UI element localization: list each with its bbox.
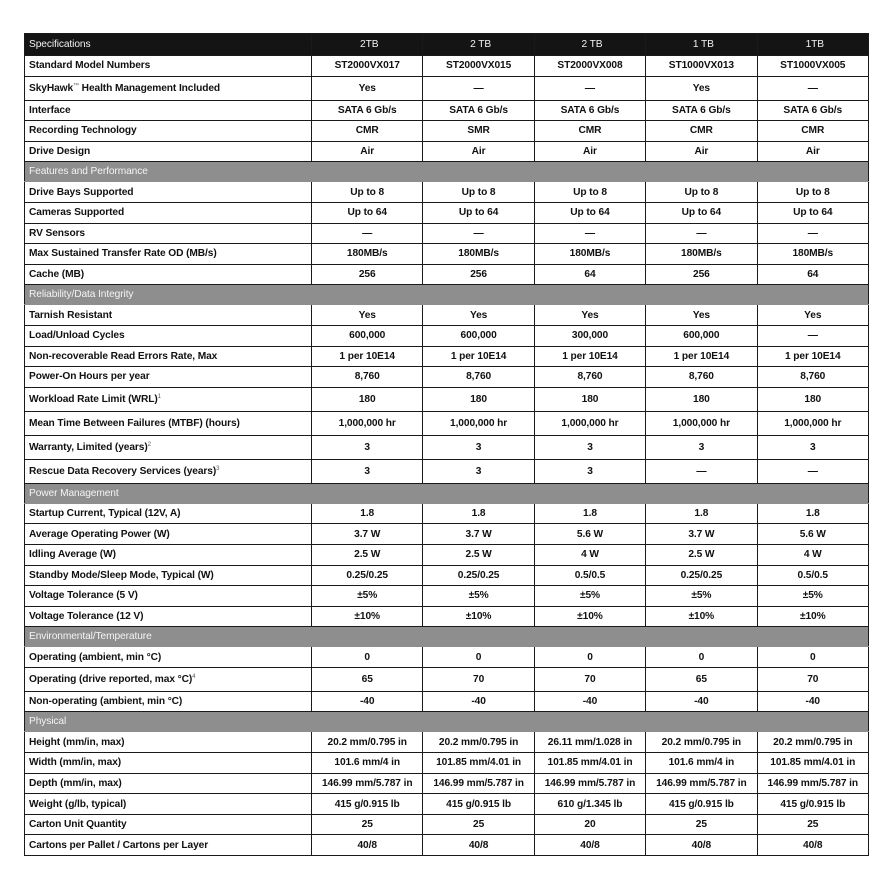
table-cell: — — [423, 223, 534, 244]
row-label-text: Idling Average (W) — [29, 549, 116, 561]
row-label-text: SkyHawk — [29, 82, 74, 94]
table-cell: Yes — [534, 305, 645, 326]
table-cell: 8,760 — [757, 367, 868, 388]
table-row-transfer — [25, 244, 869, 265]
table-cell: — — [646, 459, 757, 483]
table-row-height — [25, 732, 869, 753]
row-label — [25, 647, 312, 668]
row-label — [25, 586, 312, 607]
table-cell: ±5% — [534, 586, 645, 607]
table-cell: Up to 8 — [757, 182, 868, 203]
table-cell: ±10% — [423, 606, 534, 627]
table-cell: ST2000VX017 — [312, 56, 423, 77]
row-label-text: Workload Rate Limit (WRL) — [29, 393, 158, 405]
table-cell: 1,000,000 hr — [646, 411, 757, 435]
table-row-weight — [25, 794, 869, 815]
row-label-text: Cache (MB) — [29, 269, 85, 281]
table-cell: 26.11 mm/1.028 in — [534, 732, 645, 753]
table-cell: 0.25/0.25 — [646, 565, 757, 586]
row-label — [25, 411, 312, 435]
table-cell: 1,000,000 hr — [757, 411, 868, 435]
table-row-mtbf — [25, 411, 869, 435]
table-row-rv — [25, 223, 869, 244]
section-row-power — [25, 483, 869, 503]
table-cell: 101.85 mm/4.01 in — [423, 753, 534, 774]
table-cell: 180MB/s — [312, 244, 423, 265]
table-cell: 4 W — [534, 544, 645, 565]
table-cell: Up to 8 — [534, 182, 645, 203]
table-cell: 0.25/0.25 — [423, 565, 534, 586]
table-row-poh — [25, 367, 869, 388]
header-col: 2 TB — [534, 34, 645, 56]
table-cell: — — [757, 459, 868, 483]
row-label-text: Mean Time Between Failures (MTBF) (hours) — [29, 417, 240, 429]
table-cell: — — [646, 223, 757, 244]
table-cell: 1 per 10E14 — [757, 346, 868, 367]
table-cell: 180 — [312, 387, 423, 411]
table-cell: 180MB/s — [534, 244, 645, 265]
table-cell: 3 — [534, 459, 645, 483]
table-cell: Up to 8 — [312, 182, 423, 203]
table-row-idle — [25, 544, 869, 565]
table-cell: ±10% — [312, 606, 423, 627]
table-cell: Up to 8 — [646, 182, 757, 203]
table-row-model — [25, 56, 869, 77]
footnote-mark: 2 — [147, 441, 151, 448]
row-label-text: Carton Unit Quantity — [29, 819, 127, 831]
table-cell: 20.2 mm/0.795 in — [757, 732, 868, 753]
table-cell: 101.85 mm/4.01 in — [757, 753, 868, 774]
table-cell: 1.8 — [646, 503, 757, 524]
table-cell: 25 — [757, 814, 868, 835]
table-cell: SATA 6 Gb/s — [423, 100, 534, 121]
row-label-text: Standard Model Numbers — [29, 60, 151, 72]
table-cell: -40 — [646, 691, 757, 712]
section-heading: Reliability/Data Integrity — [25, 285, 869, 305]
row-label-text: Drive Design — [29, 146, 91, 158]
table-cell: 146.99 mm/5.787 in — [757, 773, 868, 794]
table-cell: 70 — [757, 667, 868, 691]
row-label-text: Startup Current, Typical (12V, A) — [29, 508, 181, 520]
row-label — [25, 387, 312, 411]
table-cell: 1 per 10E14 — [312, 346, 423, 367]
table-cell: Air — [534, 141, 645, 162]
table-cell: 415 g/0.915 lb — [757, 794, 868, 815]
table-cell: Air — [423, 141, 534, 162]
table-cell: Up to 8 — [423, 182, 534, 203]
table-cell: 40/8 — [646, 835, 757, 856]
row-label — [25, 667, 312, 691]
table-cell: 8,760 — [423, 367, 534, 388]
table-cell: 2.5 W — [423, 544, 534, 565]
table-cell: 180MB/s — [423, 244, 534, 265]
table-cell: CMR — [534, 121, 645, 142]
table-cell: 1 per 10E14 — [646, 346, 757, 367]
table-cell: 40/8 — [423, 835, 534, 856]
row-label — [25, 202, 312, 223]
row-label — [25, 264, 312, 285]
table-cell: 3 — [646, 435, 757, 459]
table-cell: — — [312, 223, 423, 244]
table-cell: ±5% — [423, 586, 534, 607]
row-label-text: Cameras Supported — [29, 207, 125, 219]
table-cell: SATA 6 Gb/s — [534, 100, 645, 121]
table-cell: 4 W — [757, 544, 868, 565]
table-cell: Up to 64 — [312, 202, 423, 223]
table-cell: 3 — [423, 435, 534, 459]
table-cell: ST2000VX015 — [423, 56, 534, 77]
row-label — [25, 325, 312, 346]
table-cell: 1.8 — [534, 503, 645, 524]
table-cell: 20.2 mm/0.795 in — [312, 732, 423, 753]
row-label-text: Drive Bays Supported — [29, 186, 134, 198]
table-cell: 0.5/0.5 — [757, 565, 868, 586]
row-label — [25, 773, 312, 794]
table-cell: 1.8 — [312, 503, 423, 524]
table-cell: Yes — [312, 305, 423, 326]
section-row-reliability — [25, 285, 869, 305]
row-label — [25, 223, 312, 244]
row-label — [25, 141, 312, 162]
row-label-text: Rescue Data Recovery Services (years) — [29, 465, 217, 477]
row-label-text: Non-operating (ambient, min °C) — [29, 696, 183, 708]
table-row-warranty — [25, 435, 869, 459]
row-label-text: Operating (ambient, min °C) — [29, 651, 162, 663]
row-label — [25, 76, 312, 100]
table-cell: 0.25/0.25 — [312, 565, 423, 586]
table-cell: 70 — [423, 667, 534, 691]
table-row-interface — [25, 100, 869, 121]
table-cell: 8,760 — [312, 367, 423, 388]
table-cell: 415 g/0.915 lb — [646, 794, 757, 815]
table-cell: 1.8 — [423, 503, 534, 524]
table-row-rescue — [25, 459, 869, 483]
row-label — [25, 100, 312, 121]
table-cell: 25 — [312, 814, 423, 835]
table-cell: 65 — [646, 667, 757, 691]
header-row — [25, 34, 869, 56]
table-cell: SMR — [423, 121, 534, 142]
section-heading: Physical — [25, 712, 869, 732]
table-cell: 3 — [534, 435, 645, 459]
row-label — [25, 753, 312, 774]
table-cell: 5.6 W — [757, 524, 868, 545]
table-row-avgpower — [25, 524, 869, 545]
table-cell: 0.5/0.5 — [534, 565, 645, 586]
table-cell: Air — [646, 141, 757, 162]
table-cell: — — [534, 223, 645, 244]
table-cell: 25 — [646, 814, 757, 835]
table-cell: CMR — [646, 121, 757, 142]
table-cell: ST2000VX008 — [534, 56, 645, 77]
table-cell: Up to 64 — [646, 202, 757, 223]
row-label-text: RV Sensors — [29, 227, 86, 239]
table-cell: 180 — [423, 387, 534, 411]
row-label-text: Tarnish Resistant — [29, 309, 113, 321]
section-heading: Environmental/Temperature — [25, 627, 869, 647]
header-col: 2TB — [312, 34, 423, 56]
row-label — [25, 835, 312, 856]
header-label: Specifications — [25, 34, 312, 56]
table-cell: 3 — [312, 459, 423, 483]
table-cell: 3.7 W — [423, 524, 534, 545]
table-row-startup — [25, 503, 869, 524]
row-label — [25, 367, 312, 388]
spec-table — [24, 33, 869, 856]
table-cell: 146.99 mm/5.787 in — [312, 773, 423, 794]
table-cell: 64 — [534, 264, 645, 285]
table-cell: -40 — [312, 691, 423, 712]
section-row-env — [25, 627, 869, 647]
table-cell: SATA 6 Gb/s — [757, 100, 868, 121]
table-cell: 1,000,000 hr — [312, 411, 423, 435]
row-label — [25, 606, 312, 627]
section-heading: Features and Performance — [25, 162, 869, 182]
table-cell: — — [423, 76, 534, 100]
table-row-bays — [25, 182, 869, 203]
table-cell: 600,000 — [312, 325, 423, 346]
table-cell: ±5% — [312, 586, 423, 607]
table-cell: -40 — [757, 691, 868, 712]
table-cell: ±10% — [757, 606, 868, 627]
row-label-text: Width (mm/in, max) — [29, 757, 122, 769]
table-row-design — [25, 141, 869, 162]
row-label — [25, 794, 312, 815]
table-cell: SATA 6 Gb/s — [312, 100, 423, 121]
table-row-v12 — [25, 606, 869, 627]
table-cell: ±5% — [646, 586, 757, 607]
table-cell: — — [757, 223, 868, 244]
row-label — [25, 346, 312, 367]
table-cell: Yes — [646, 76, 757, 100]
table-row-depth — [25, 773, 869, 794]
row-label-text: Recording Technology — [29, 125, 137, 137]
footnote-mark: 1 — [157, 393, 161, 400]
table-cell: 180MB/s — [646, 244, 757, 265]
table-cell: 0 — [646, 647, 757, 668]
table-cell: 3 — [423, 459, 534, 483]
table-cell: Yes — [423, 305, 534, 326]
table-row-op_min — [25, 647, 869, 668]
table-cell: 20 — [534, 814, 645, 835]
row-label-text: Power-On Hours per year — [29, 371, 150, 383]
table-row-load — [25, 325, 869, 346]
table-cell: — — [757, 325, 868, 346]
table-cell: CMR — [757, 121, 868, 142]
table-cell: 40/8 — [534, 835, 645, 856]
table-cell: Yes — [646, 305, 757, 326]
table-row-cameras — [25, 202, 869, 223]
table-cell: ST1000VX013 — [646, 56, 757, 77]
section-row-features — [25, 162, 869, 182]
row-label-text: Standby Mode/Sleep Mode, Typical (W) — [29, 569, 214, 581]
row-label — [25, 524, 312, 545]
row-label — [25, 544, 312, 565]
table-cell: 3 — [757, 435, 868, 459]
section-heading: Power Management — [25, 483, 869, 503]
row-label — [25, 691, 312, 712]
table-cell: Yes — [757, 305, 868, 326]
table-cell: 415 g/0.915 lb — [423, 794, 534, 815]
table-cell: 3.7 W — [646, 524, 757, 545]
table-row-carton — [25, 814, 869, 835]
table-cell: SATA 6 Gb/s — [646, 100, 757, 121]
table-cell: 256 — [312, 264, 423, 285]
table-cell: 25 — [423, 814, 534, 835]
row-label-text: Max Sustained Transfer Rate OD (MB/s) — [29, 248, 217, 260]
table-row-op_max — [25, 667, 869, 691]
table-row-v5 — [25, 586, 869, 607]
table-row-pallet — [25, 835, 869, 856]
table-cell: 70 — [534, 667, 645, 691]
table-row-cache — [25, 264, 869, 285]
table-cell: Yes — [312, 76, 423, 100]
table-cell: 180MB/s — [757, 244, 868, 265]
row-label — [25, 459, 312, 483]
table-cell: 180 — [534, 387, 645, 411]
table-cell: 0 — [312, 647, 423, 668]
row-label — [25, 732, 312, 753]
table-cell: 8,760 — [646, 367, 757, 388]
table-row-recording — [25, 121, 869, 142]
row-label-text: Voltage Tolerance (12 V) — [29, 610, 144, 622]
row-label-text: Weight (g/lb, typical) — [29, 798, 127, 810]
table-cell: 2.5 W — [312, 544, 423, 565]
table-row-nonop — [25, 691, 869, 712]
table-cell: 1,000,000 hr — [534, 411, 645, 435]
table-row-width — [25, 753, 869, 774]
table-cell: 1.8 — [757, 503, 868, 524]
footnote-mark: 4 — [192, 673, 196, 680]
table-cell: ST1000VX005 — [757, 56, 868, 77]
row-label-text: Non-recoverable Read Errors Rate, Max — [29, 350, 218, 362]
table-cell: 20.2 mm/0.795 in — [646, 732, 757, 753]
spec-sheet — [24, 33, 868, 856]
table-cell: 600,000 — [646, 325, 757, 346]
table-cell: -40 — [534, 691, 645, 712]
row-label-text: Operating (drive reported, max °C) — [29, 673, 193, 685]
table-cell: 0 — [534, 647, 645, 668]
row-label-text: Cartons per Pallet / Cartons per Layer — [29, 839, 209, 851]
row-label-text: Height (mm/in, max) — [29, 736, 125, 748]
row-label — [25, 305, 312, 326]
table-cell: — — [534, 76, 645, 100]
table-row-skyhawk — [25, 76, 869, 100]
table-cell: Up to 64 — [534, 202, 645, 223]
row-label — [25, 121, 312, 142]
row-label-text: Depth (mm/in, max) — [29, 777, 122, 789]
table-cell: -40 — [423, 691, 534, 712]
table-cell: 101.85 mm/4.01 in — [534, 753, 645, 774]
row-label — [25, 182, 312, 203]
table-cell: CMR — [312, 121, 423, 142]
table-cell: 256 — [646, 264, 757, 285]
row-label-text: Average Operating Power (W) — [29, 528, 170, 540]
table-cell: 3.7 W — [312, 524, 423, 545]
row-label-text: Interface — [29, 104, 71, 116]
table-cell: ±5% — [757, 586, 868, 607]
table-cell: 256 — [423, 264, 534, 285]
table-cell: Up to 64 — [757, 202, 868, 223]
row-label-text: Load/Unload Cycles — [29, 330, 125, 342]
header-col: 1TB — [757, 34, 868, 56]
footnote-mark: 3 — [216, 465, 220, 472]
table-cell: 300,000 — [534, 325, 645, 346]
trademark-mark: ™ — [73, 82, 79, 89]
row-label — [25, 435, 312, 459]
table-cell: 64 — [757, 264, 868, 285]
row-label — [25, 56, 312, 77]
row-label — [25, 814, 312, 835]
table-cell: Air — [757, 141, 868, 162]
table-cell: 20.2 mm/0.795 in — [423, 732, 534, 753]
table-cell: 1,000,000 hr — [423, 411, 534, 435]
table-row-nrre — [25, 346, 869, 367]
table-cell: 600,000 — [423, 325, 534, 346]
table-cell: 8,760 — [534, 367, 645, 388]
row-label-text: Health Management Included — [78, 82, 221, 94]
table-cell: 3 — [312, 435, 423, 459]
row-label — [25, 244, 312, 265]
table-cell: 180 — [757, 387, 868, 411]
table-row-wrl — [25, 387, 869, 411]
section-row-physical — [25, 712, 869, 732]
table-cell: 146.99 mm/5.787 in — [534, 773, 645, 794]
table-cell: 1 per 10E14 — [423, 346, 534, 367]
row-label — [25, 565, 312, 586]
table-cell: 2.5 W — [646, 544, 757, 565]
table-cell: Up to 64 — [423, 202, 534, 223]
table-cell: 0 — [757, 647, 868, 668]
table-row-standby — [25, 565, 869, 586]
table-cell: 146.99 mm/5.787 in — [646, 773, 757, 794]
table-cell: 101.6 mm/4 in — [312, 753, 423, 774]
table-cell: ±10% — [534, 606, 645, 627]
table-row-tarnish — [25, 305, 869, 326]
table-cell: 65 — [312, 667, 423, 691]
table-cell: 0 — [423, 647, 534, 668]
table-cell: Air — [312, 141, 423, 162]
header-col: 1 TB — [646, 34, 757, 56]
table-cell: 146.99 mm/5.787 in — [423, 773, 534, 794]
table-cell: 415 g/0.915 lb — [312, 794, 423, 815]
header-col: 2 TB — [423, 34, 534, 56]
table-cell: 1 per 10E14 — [534, 346, 645, 367]
row-label — [25, 503, 312, 524]
table-cell: 101.6 mm/4 in — [646, 753, 757, 774]
row-label-text: Voltage Tolerance (5 V) — [29, 590, 138, 602]
table-cell: 40/8 — [312, 835, 423, 856]
table-cell: 5.6 W — [534, 524, 645, 545]
table-cell: 180 — [646, 387, 757, 411]
table-cell: ±10% — [646, 606, 757, 627]
table-cell: 40/8 — [757, 835, 868, 856]
table-cell: 610 g/1.345 lb — [534, 794, 645, 815]
row-label-text: Warranty, Limited (years) — [29, 441, 148, 453]
table-cell: — — [757, 76, 868, 100]
